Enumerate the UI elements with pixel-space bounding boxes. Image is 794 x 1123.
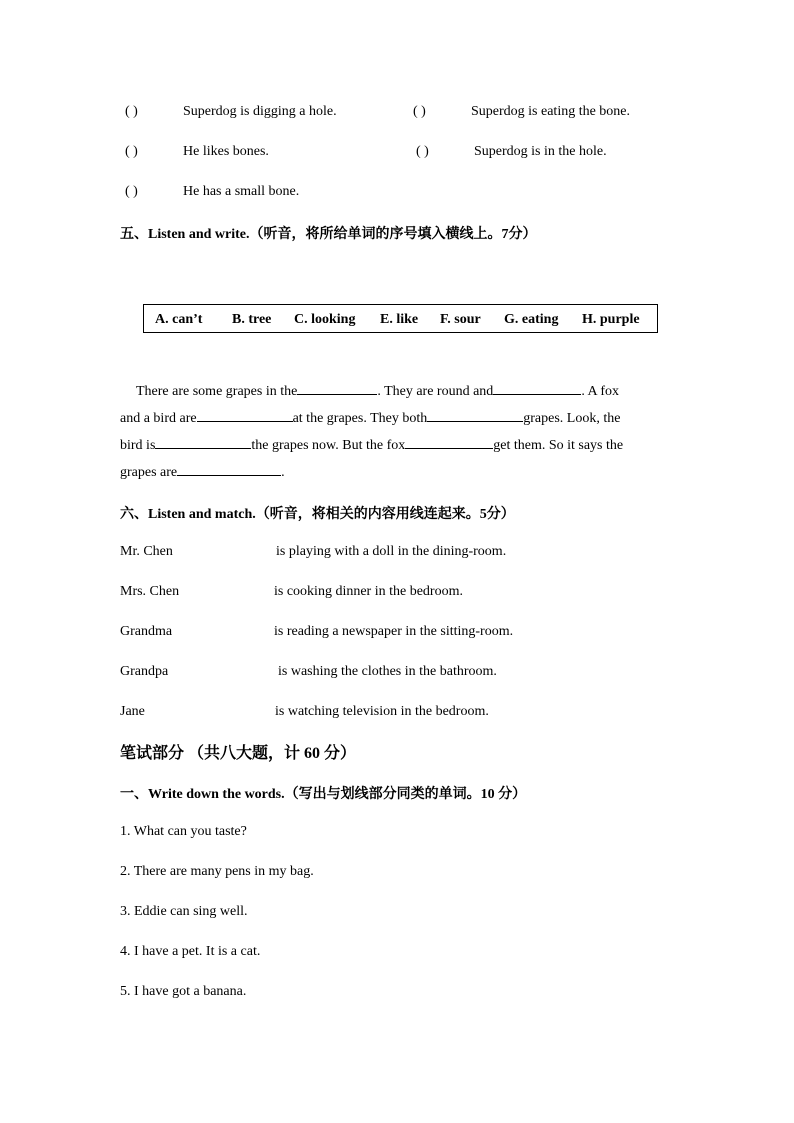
part-title: 笔试部分 （共八大题，计 60 分） (120, 745, 357, 762)
section-heading: 五、Listen and write.（听音，将所给单词的序号填入横线上。7分） (120, 227, 537, 242)
answer-paren: ( ) (125, 184, 138, 199)
paragraph-line: grapes are . (120, 459, 672, 486)
question-item (125, 144, 269, 160)
question-text: Superdog is eating the bone. (471, 104, 631, 119)
word-bank-box (143, 304, 658, 333)
question-text: He likes bones. (183, 144, 269, 159)
match-right-item: is cooking dinner in the bedroom. (274, 584, 463, 599)
blank-line[interactable] (155, 434, 251, 449)
question-item: 3. Eddie can sing well. (120, 904, 248, 919)
match-left-item: Grandma (120, 624, 173, 639)
paragraph-line: There are some grapes in the . They are round and . A fox (120, 378, 688, 405)
match-left-item: Grandpa (120, 664, 169, 679)
word-option: B. tree (232, 312, 272, 327)
question-item: 4. I have a pet. It is a cat. (120, 944, 261, 959)
blank-line[interactable] (297, 380, 377, 395)
answer-paren: ( ) (125, 144, 138, 159)
question-item: 2. There are many pens in my bag. (120, 864, 314, 879)
match-right-item: is watching television in the bedroom. (275, 704, 489, 719)
blank-line[interactable] (427, 407, 523, 422)
question-item: 5. I have got a banana. (120, 984, 247, 999)
question-item: 1. What can you taste? (120, 824, 247, 839)
blank-line[interactable] (405, 434, 493, 449)
paragraph-line: and a bird are at the grapes. They both grapes. Look, the (120, 405, 672, 432)
question-text: Superdog is in the hole. (474, 144, 607, 159)
match-right-item: is playing with a doll in the dining-room. (276, 544, 507, 559)
word-option: C. looking (294, 312, 356, 327)
question-text: Superdog is digging a hole. (183, 104, 337, 119)
answer-paren: ( ) (416, 144, 429, 159)
match-left-item: Jane (120, 704, 145, 719)
word-option: E. like (380, 312, 419, 327)
blank-line[interactable] (493, 380, 581, 395)
question-item (125, 184, 299, 200)
match-right-item: is washing the clothes in the bathroom. (278, 664, 497, 679)
word-option: H. purple (582, 312, 640, 327)
question-text: He has a small bone. (183, 184, 300, 199)
match-right-item: is reading a newspaper in the sitting-room. (274, 624, 514, 639)
answer-paren: ( ) (413, 104, 426, 119)
section-heading: 六、Listen and match.（听音，将相关的内容用线连起来。5分） (120, 507, 515, 522)
question-item (125, 104, 337, 120)
section-heading: 一、Write down the words.（写出与划线部分同类的单词。10 分） (120, 787, 527, 802)
word-option: F. sour (440, 312, 481, 327)
answer-paren: ( ) (125, 104, 138, 119)
paragraph-line: bird is the grapes now. But the fox get them. So it says the (120, 432, 672, 459)
question-item (413, 104, 630, 120)
question-item (416, 144, 607, 160)
blank-line[interactable] (177, 461, 281, 476)
word-option: G. eating (504, 312, 559, 327)
word-option: A. can’t (155, 312, 203, 327)
match-left-item: Mrs. Chen (120, 584, 180, 599)
blank-line[interactable] (197, 407, 293, 422)
match-left-item: Mr. Chen (120, 544, 173, 559)
